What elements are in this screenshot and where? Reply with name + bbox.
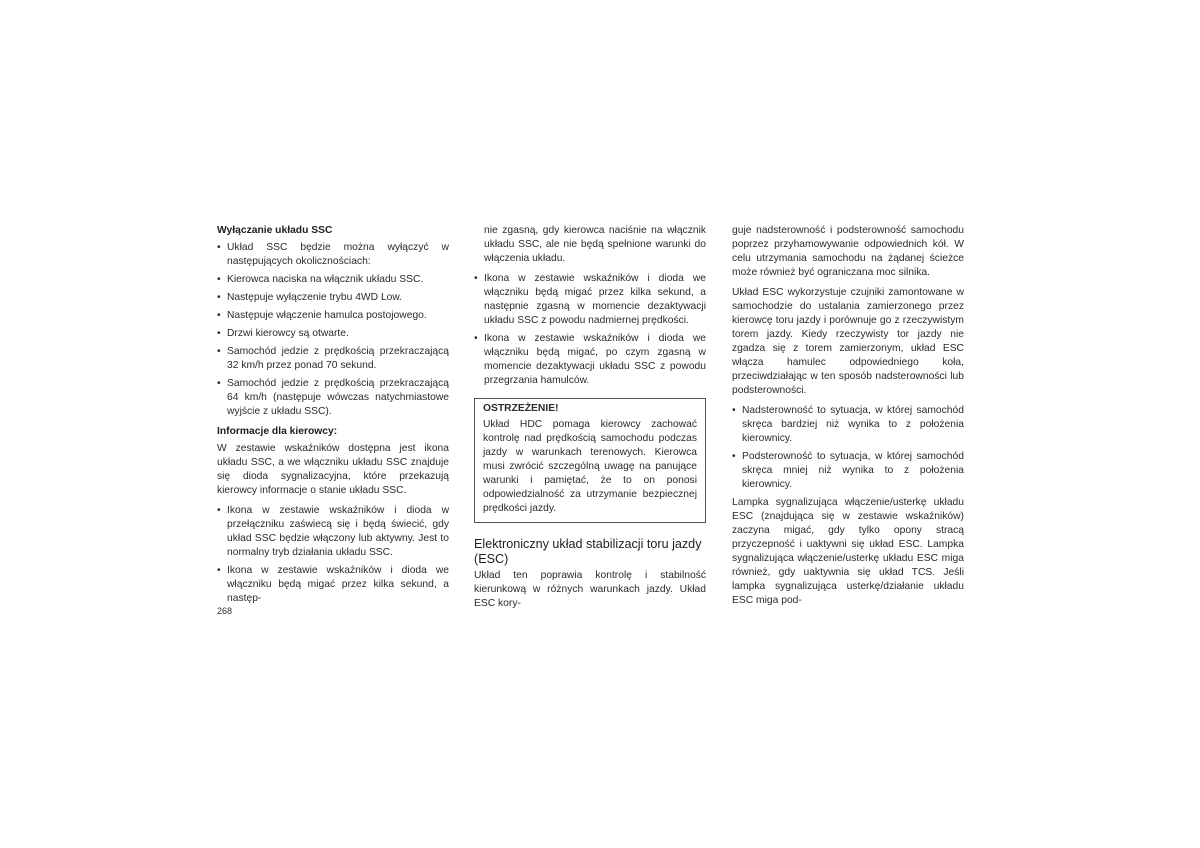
list-item: • Podsterowność to sytuacja, w której samochód skręca mniej niż wynika to z położenia kierownicy. — [732, 451, 964, 490]
warning-box — [474, 398, 706, 523]
driver-info-list — [217, 504, 449, 606]
list-item: • Samochód jedzie z prędkością przekraczającą 64 km/h (następuje wówczas natychmiastowe wyjście z układu SSC). — [217, 378, 449, 417]
indicator-list — [474, 272, 706, 388]
steering-definitions-list — [732, 404, 964, 492]
bullet-icon: • — [474, 333, 478, 344]
bullet-icon: • — [217, 505, 221, 516]
section-heading-ssc-off: Wyłączanie układu SSC — [217, 225, 333, 236]
bullet-icon: • — [217, 274, 221, 285]
column-right — [732, 224, 964, 614]
continued-paragraph: nie zgasną, gdy kierowca naciśnie na włącznik układu SSC, ale nie będą spełnione warunki do włączenia układu. — [484, 225, 706, 264]
bullet-icon: • — [732, 451, 736, 462]
ssc-off-conditions-list — [217, 241, 449, 419]
column-left — [217, 224, 449, 610]
esc-paragraph-2: Układ ESC wykorzystuje czujniki zamontowane w samochodzie do ustalania zamierzonego przez kierowcę toru jazdy i porównuje go z rzeczywistym torem jazdy. Kiedy rzeczywisty tor jazdy nie zgadza się z torem zamierzonym, układ ESC włącza hamulec odpowiedniego koła, przeciwdziałając w ten sposób nadsterowności lub podsterowności. — [732, 287, 964, 396]
list-item: • Nadsterowność to sytuacja, w której samochód skręca bardziej niż wynika to z położenia kierownicy. — [732, 405, 964, 444]
list-item: • Kierowca naciska na włącznik układu SSC. — [217, 274, 424, 285]
bullet-icon: • — [732, 405, 736, 416]
list-item: • Układ SSC będzie można wyłączyć w następujących okolicznościach: — [217, 242, 449, 267]
bullet-icon: • — [474, 273, 478, 284]
list-item: • Ikona w zestawie wskaźników i dioda w przełączniku zaświecą się i będą świecić, gdy układ SSC będzie włączony lub aktywny. Jest to normalny tryb działania układu SSC. — [217, 505, 449, 558]
section-heading-esc: Elektroniczny układ stabilizacji toru jazdy (ESC) — [474, 537, 702, 566]
bullet-icon: • — [217, 328, 221, 339]
list-item: • Następuje włączenie hamulca postojowego. — [217, 310, 427, 321]
esc-paragraph-3: Lampka sygnalizująca włączenie/usterkę układu ESC (znajdująca się w zestawie wskaźników) zaczyna migać, gdy tylko opony stracą przyczepność i uaktywni się układ ESC. Lampka sygnalizująca włączenie/usterkę układu ESC miga również, gdy uaktywnia się układ TCS. Jeśli lampka sygnalizująca usterkę/działanie układu ESC miga pod- — [732, 497, 964, 606]
bullet-icon: • — [217, 242, 221, 253]
list-item: • Ikona w zestawie wskaźników i dioda we włączniku będą migać przez kilka sekund, a następnie zgasną w momencie dezaktywacji układu SSC z powodu nadmiernej prędkości. — [474, 273, 706, 326]
bullet-icon: • — [217, 292, 221, 303]
list-item: • Drzwi kierowcy są otwarte. — [217, 328, 349, 339]
list-item: • Ikona w zestawie wskaźników i dioda we włączniku będą migać, po czym zgasną w momencie dezaktywacji układu SSC z powodu przegrzania hamulców. — [474, 333, 706, 386]
bullet-icon: • — [217, 378, 221, 389]
bullet-icon: • — [217, 346, 221, 357]
page-number: 268 — [217, 606, 233, 616]
bullet-icon: • — [217, 310, 221, 321]
bullet-icon: • — [217, 565, 221, 576]
driver-info-paragraph: W zestawie wskaźników dostępna jest ikona układu SSC, a we włączniku układu SSC znajduje się dioda sygnalizacyjna, które przekazują kierowcy informacje o stanie układu SSC. — [217, 443, 449, 496]
warning-text: Układ HDC pomaga kierowcy zachować kontrolę nad prędkością samochodu podczas jazdy w warunkach terenowych. Kierowca musi zwrócić szczególną uwagę na panujące warunki i pamiętać, że to on ponosi odpowiedzialność za utrzymanie bezpiecznej prędkości jazdy. — [483, 419, 697, 514]
column-middle — [474, 224, 706, 617]
list-item: • Następuje wyłączenie trybu 4WD Low. — [217, 292, 403, 303]
esc-intro-paragraph: Układ ten poprawia kontrolę i stabilność kierunkową w różnych warunkach jazdy. Układ ESC kory- — [474, 570, 706, 609]
list-item: • Ikona w zestawie wskaźników i dioda we włączniku będą migać przez kilka sekund, a następ- — [217, 565, 449, 604]
section-heading-driver-info: Informacje dla kierowcy: — [217, 426, 338, 437]
list-item: • Samochód jedzie z prędkością przekraczającą 32 km/h przez ponad 70 sekund. — [217, 346, 449, 371]
esc-paragraph-1: guje nadsterowność i podsterowność samochodu poprzez przyhamowywanie odpowiednich kół. W celu utrzymania samochodu na żądanej ścieżce może również być ograniczana moc silnika. — [732, 225, 964, 278]
warning-title: OSTRZEŻENIE! — [483, 403, 559, 414]
